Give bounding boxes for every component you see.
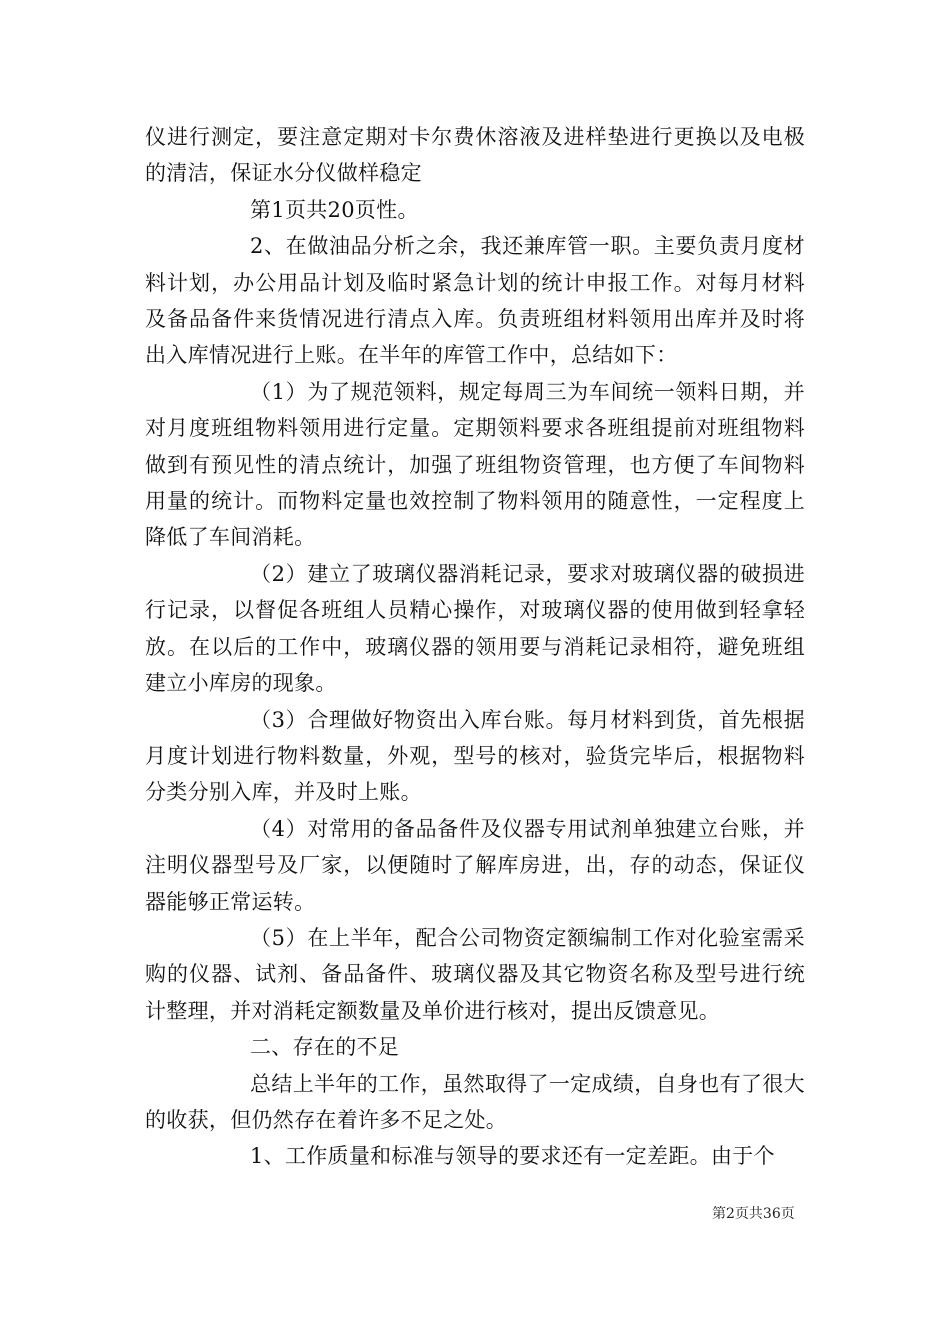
- paragraph-item-3: （3）合理做好物资出入库台账。每月材料到货，首先根据月度计划进行物料数量，外观，型号的核对，验货完毕后，根据物料分类分别入库，并及时上账。: [145, 707, 805, 805]
- paragraph-item-2: （2）建立了玻璃仪器消耗记录，要求对玻璃仪器的破损进行记录，以督促各班组人员精心操作，对玻璃仪器的使用做到轻拿轻放。在以后的工作中，玻璃仪器的领用要与消耗记录相符，避免班组建立小库房的现象。: [145, 561, 805, 696]
- paragraph-page-marker: 第1页共20页性。: [250, 197, 419, 222]
- paragraph-summary: 总结上半年的工作，虽然取得了一定成绩，自身也有了很大的收获，但仍然存在着许多不足之处。: [145, 1071, 805, 1132]
- paragraph-item-4: （4）对常用的备品备件及仪器专用试剂单独建立台账，并注明仪器型号及厂家，以便随时了解库房进，出，存的动态，保证仪器能够正常运转。: [145, 816, 805, 914]
- paragraph-shortcoming-1: 1、工作质量和标准与领导的要求还有一定差距。由于个: [250, 1144, 775, 1169]
- document-body: [145, 119, 805, 1175]
- paragraph-inventory-duty: 2、在做油品分析之余，我还兼库管一职。主要负责月度材料计划，办公用品计划及临时紧急计划的统计申报工作。对每月材料及备品备件来货情况进行清点入库。负责班组材料领用出库并及时将出入库情况进行上账。在半年的库管工作中，总结如下：: [145, 234, 805, 368]
- paragraph-item-5: （5）在上半年，配合公司物资定额编制工作对化验室需采购的仪器、试剂、备品备件、玻璃仪器及其它物资名称及型号进行统计整理，并对消耗定额数量及单价进行核对，提出反馈意见。: [145, 925, 805, 1023]
- section-heading-shortcomings: 二、存在的不足: [250, 1035, 400, 1060]
- paragraph-continuation: 仪进行测定，要注意定期对卡尔费休溶液及进样垫进行更换以及电极的清洁，保证水分仪做样稳定: [145, 125, 805, 186]
- paragraph-item-1: （1）为了规范领料，规定每周三为车间统一领料日期，并对月度班组物料领用进行定量。定期领料要求各班组提前对班组物料做到有预见性的清点统计，加强了班组物资管理，也方便了车间物料用量的统计。而物料定量也效控制了物料领用的随意性，一定程度上降低了车间消耗。: [145, 379, 805, 550]
- page-footer: 第2页共36页: [712, 1206, 795, 1222]
